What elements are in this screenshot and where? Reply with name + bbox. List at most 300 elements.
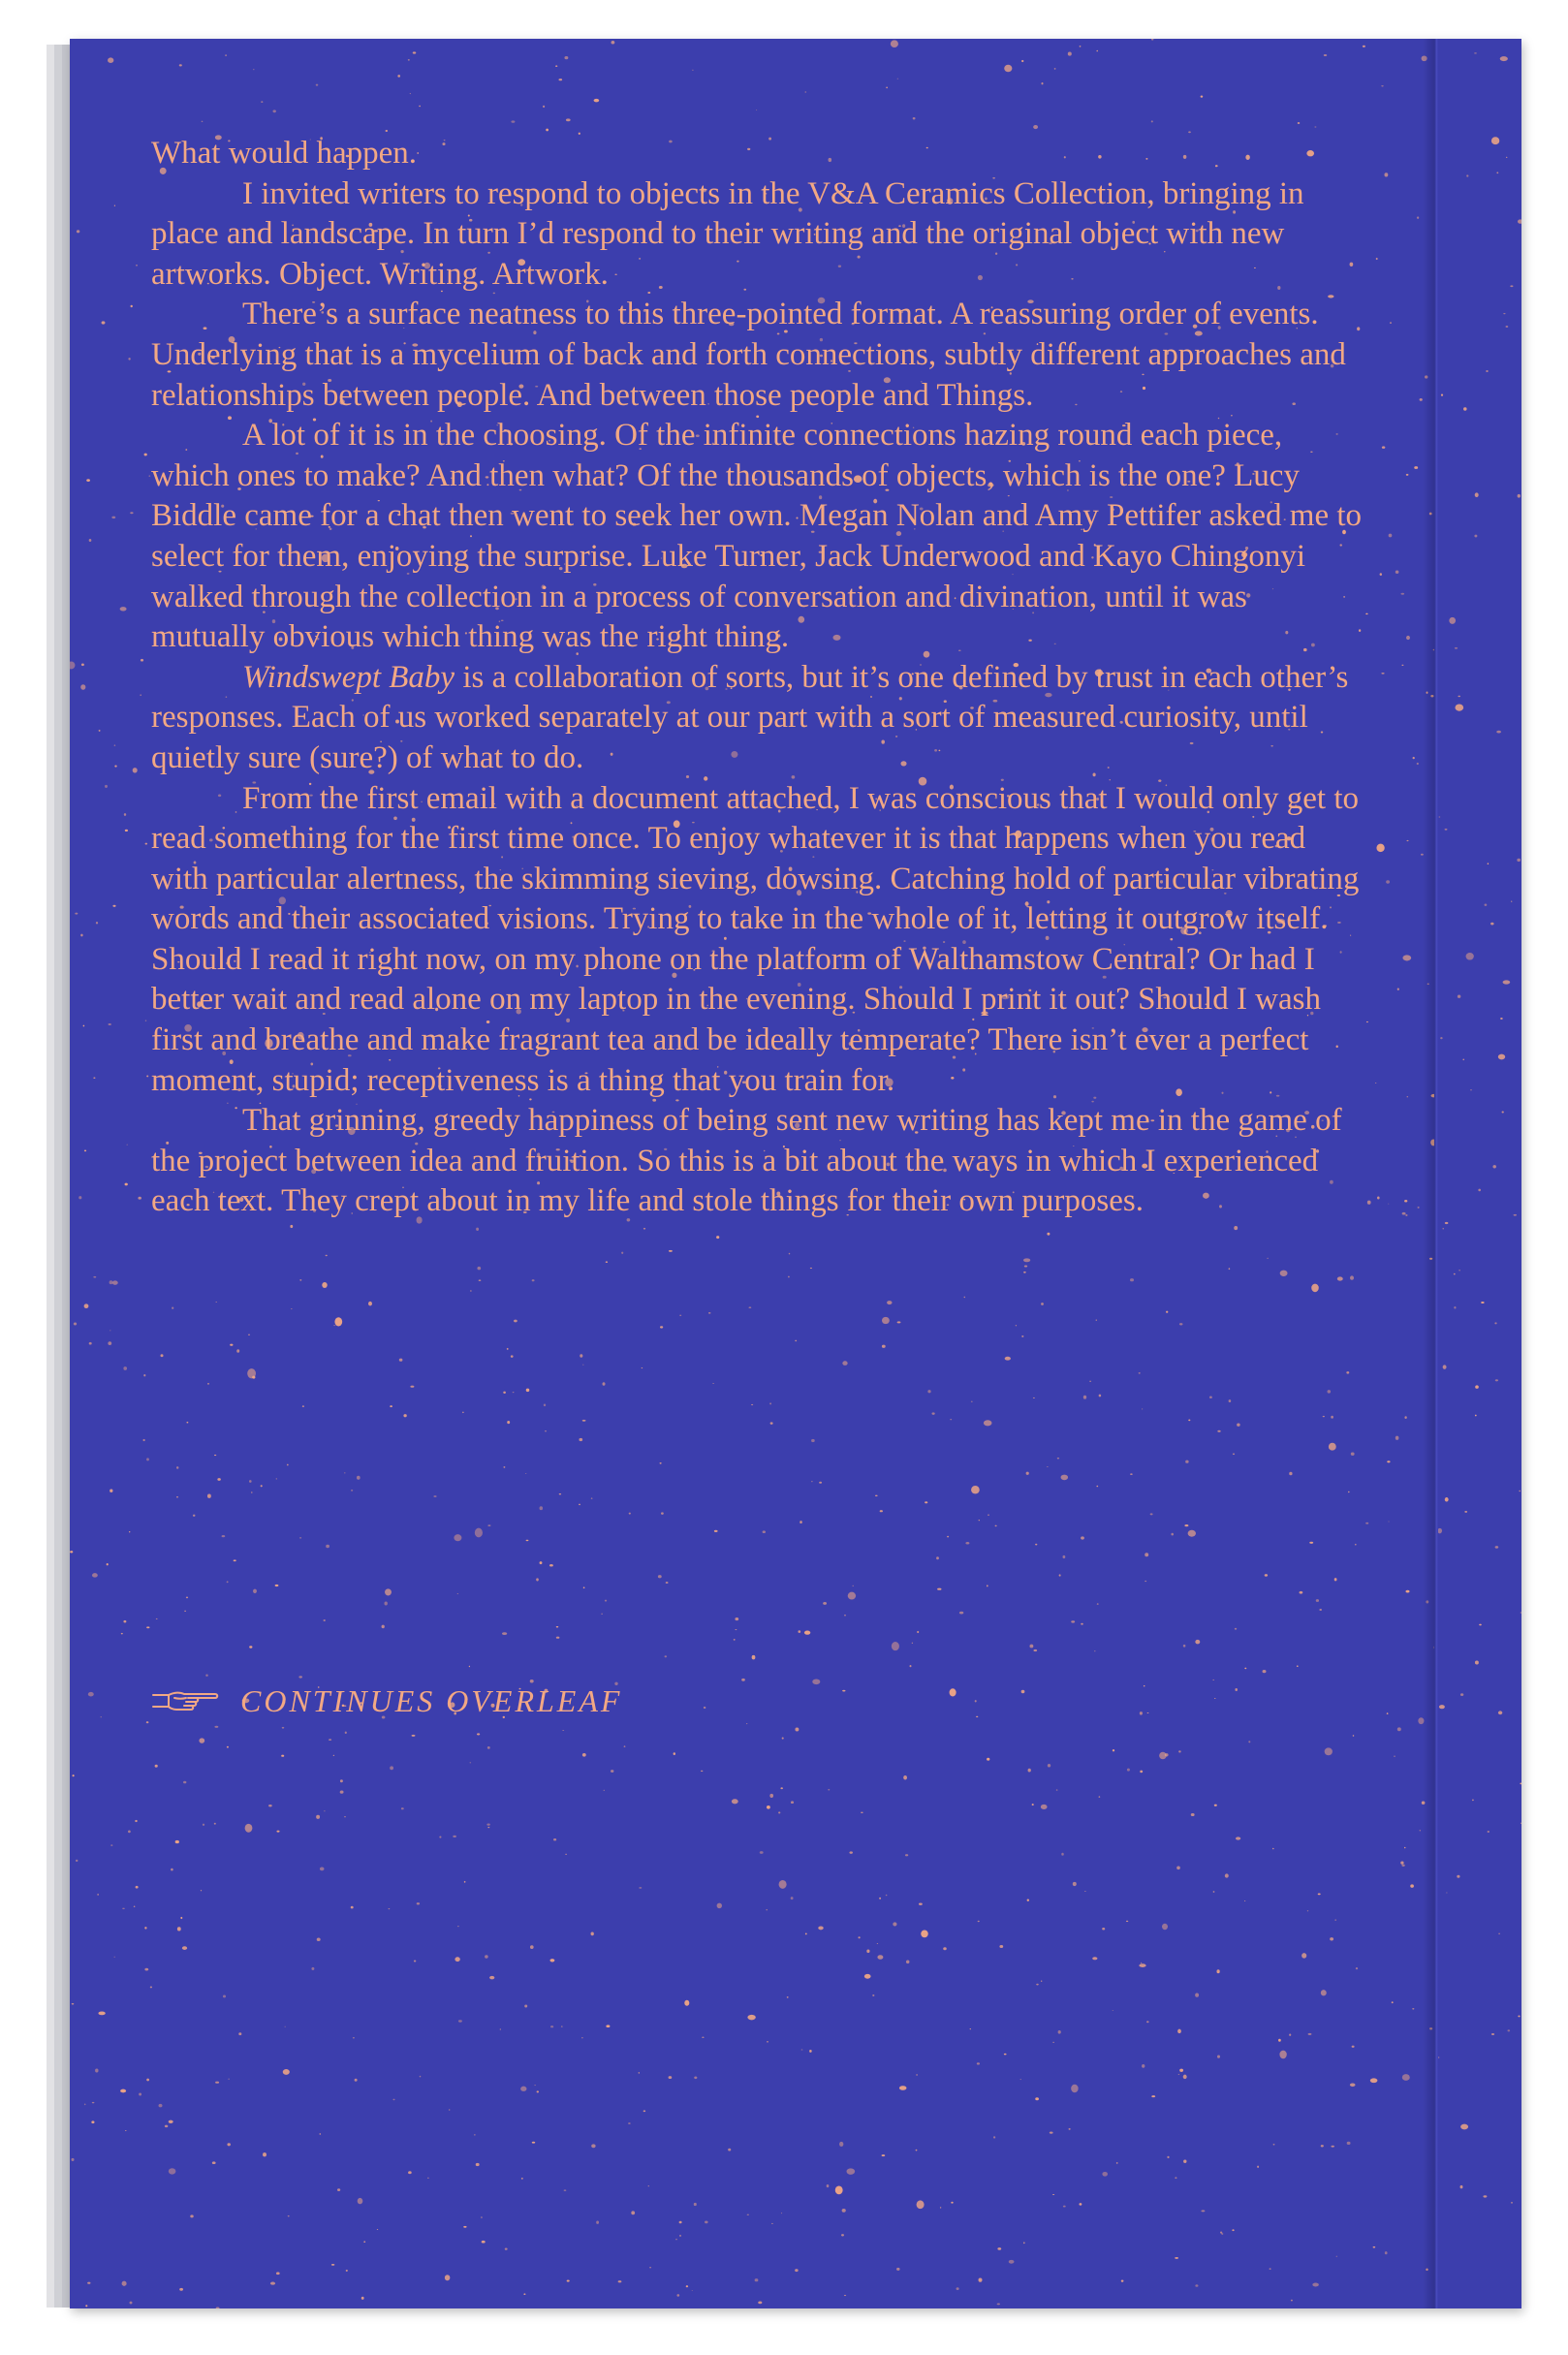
speckle — [1441, 393, 1443, 395]
speckle — [102, 321, 106, 324]
speckle — [1159, 1752, 1167, 1759]
speckle — [882, 1317, 890, 1324]
speckle — [643, 2110, 646, 2112]
speckle — [1410, 1884, 1414, 1887]
speckle — [769, 1794, 773, 1798]
speckle — [1464, 1511, 1467, 1513]
speckle — [979, 2278, 983, 2282]
speckle — [1377, 1197, 1380, 1200]
speckle — [1475, 492, 1479, 497]
speckle — [1488, 1831, 1490, 1833]
speckle — [148, 476, 150, 477]
speckle — [1016, 1325, 1017, 1326]
speckle — [1404, 1200, 1407, 1203]
speckle — [316, 1815, 320, 1819]
speckle — [84, 1303, 89, 1308]
speckle — [1178, 2074, 1180, 2075]
speckle — [1404, 1416, 1406, 1419]
speckle — [390, 1766, 393, 1770]
speckle — [410, 93, 411, 94]
speckle — [1300, 1591, 1303, 1594]
speckle — [134, 1906, 135, 1907]
speckle — [107, 1563, 109, 1565]
speckle — [129, 1531, 130, 1532]
speckle — [1220, 2232, 1222, 2234]
speckle — [801, 2049, 803, 2050]
speckle — [268, 1805, 272, 1806]
speckle — [1376, 844, 1384, 852]
speckle — [449, 2109, 450, 2111]
speckle — [812, 1679, 820, 1684]
speckle — [1236, 1837, 1240, 1839]
speckle — [912, 1643, 913, 1644]
speckle — [228, 2079, 229, 2080]
speckle — [1113, 1749, 1114, 1751]
speckle — [140, 694, 141, 695]
speckle — [180, 1917, 182, 1919]
speckle — [1514, 1214, 1517, 1216]
speckle — [947, 1536, 949, 1538]
speckle — [950, 1688, 956, 1696]
speckle — [86, 479, 90, 482]
speckle — [1021, 60, 1023, 62]
speckle — [186, 1596, 188, 1598]
speckle — [1346, 1371, 1349, 1373]
speckle — [1151, 39, 1153, 41]
speckle — [227, 2143, 231, 2146]
speckle — [223, 1994, 226, 1997]
speckle — [1420, 1830, 1422, 1831]
speckle — [1179, 2069, 1183, 2072]
speckle — [463, 2226, 466, 2228]
speckle — [1355, 1544, 1357, 1546]
speckle — [582, 1753, 586, 1757]
speckle — [823, 1602, 827, 1605]
speckle — [1130, 1278, 1134, 1281]
speckle — [1381, 673, 1384, 675]
speckle — [344, 1816, 346, 1817]
speckle — [1041, 1805, 1048, 1809]
speckle — [485, 1955, 488, 1958]
speckle — [482, 2241, 486, 2244]
paragraph: That grinning, greedy happiness of being sent new writing has kept me in the game of the project between idea and fruition. So this is a bit about the ways in which I experienced each text. They crept about in my life and stole things for their own purposes. — [151, 1103, 1342, 1219]
speckle — [1033, 125, 1038, 129]
speckle — [1145, 1581, 1146, 1582]
speckle — [417, 1902, 420, 1904]
speckle — [215, 1302, 217, 1303]
speckle — [1474, 52, 1477, 54]
speckle — [186, 1422, 188, 1424]
speckle — [1188, 131, 1191, 133]
speckle — [1221, 2233, 1223, 2234]
speckle — [1166, 1311, 1168, 1313]
speckle — [276, 2272, 280, 2275]
speckle — [1402, 2074, 1410, 2081]
speckle — [582, 1420, 586, 1422]
speckle — [1032, 1804, 1034, 1806]
speckle — [1289, 1472, 1292, 1476]
speckle — [1191, 1813, 1195, 1816]
speckle — [276, 1831, 279, 1833]
speckle — [227, 1746, 229, 1748]
speckle — [1475, 1385, 1479, 1389]
speckle — [1485, 903, 1488, 905]
speckle — [1439, 1705, 1445, 1709]
speckle — [748, 1306, 751, 1308]
speckle — [202, 121, 204, 122]
speckle — [660, 1462, 662, 1463]
speckle — [556, 1637, 560, 1639]
speckle — [1384, 173, 1388, 176]
speckle — [984, 1420, 992, 1426]
speckle — [1273, 2144, 1275, 2146]
speckle — [136, 1886, 139, 1889]
speckle — [1116, 2162, 1118, 2164]
speckle — [842, 2209, 846, 2213]
speckle — [591, 2144, 595, 2148]
speckle — [207, 1383, 209, 1384]
speckle — [1041, 1980, 1042, 1981]
speckle — [755, 2278, 759, 2281]
speckle — [201, 1890, 202, 1891]
spine-fold-shadow — [1423, 39, 1434, 2308]
speckle — [791, 1801, 794, 1804]
speckle — [848, 1592, 856, 1600]
speckle — [1319, 1609, 1322, 1611]
speckle — [1279, 2051, 1286, 2059]
speckle — [1503, 313, 1505, 314]
speckle — [214, 1455, 216, 1456]
speckle — [169, 2120, 173, 2123]
speckle — [382, 1625, 385, 1629]
speckle — [177, 1927, 181, 1931]
speckle — [1389, 534, 1393, 538]
speckle — [87, 2282, 90, 2284]
speckle — [1099, 1796, 1101, 1797]
speckle — [474, 2134, 475, 2135]
speckle — [72, 2003, 75, 2004]
speckle — [798, 1630, 800, 1633]
speckle — [110, 1489, 112, 1492]
speckle — [735, 1629, 737, 1630]
speckle — [70, 661, 75, 669]
speckle — [1396, 1436, 1399, 1440]
speckle — [1406, 1590, 1410, 1593]
speckle — [543, 106, 545, 108]
speckle — [230, 1344, 233, 1346]
speckle — [559, 1493, 561, 1494]
paragraph: A lot of it is in the choosing. Of the infinite connections hazing round each piece, which ones to make? And then what? Of the thousands of objects, which is the one? Lucy Biddle came for a chat then went to seek her own. Megan Nolan and Amy Pettifer asked me to select for them, enjoying the surprise. Luke Turner, Jack Underwood and Kayo Chingonyi walked through the collection in a process of conversation and divination, until it was mutually obvious which thing was the right thing. — [151, 418, 1363, 655]
speckle — [410, 1386, 414, 1388]
speckle — [184, 1611, 186, 1612]
speckle — [1235, 1628, 1237, 1630]
speckle — [1146, 2021, 1149, 2023]
speckle — [580, 1354, 582, 1357]
speckle — [1496, 172, 1498, 173]
speckle — [540, 1561, 543, 1564]
speckle — [1225, 1873, 1229, 1877]
speckle — [544, 1403, 546, 1406]
speckle — [1061, 1475, 1069, 1481]
speckle — [125, 2130, 126, 2131]
speckle — [183, 1781, 186, 1784]
speckle — [1502, 1112, 1504, 1114]
speckle — [290, 1225, 293, 1228]
speckle — [1445, 1222, 1449, 1224]
speckle — [141, 659, 143, 662]
speckle — [1083, 1396, 1086, 1399]
speckle — [126, 1145, 128, 1146]
speckle — [130, 512, 133, 514]
speckle — [987, 1585, 988, 1586]
speckle — [995, 1525, 997, 1527]
speckle — [1234, 1226, 1238, 1230]
speckle — [513, 1392, 515, 1393]
speckle — [111, 517, 115, 518]
speckle — [487, 1827, 489, 1828]
speckle — [1336, 2256, 1338, 2257]
speckle — [1029, 1645, 1033, 1648]
speckle — [842, 1690, 845, 1692]
speckle — [1458, 696, 1460, 698]
speckle — [477, 1267, 481, 1271]
speckle — [770, 1422, 773, 1424]
speckle — [351, 1490, 353, 1491]
speckle — [144, 454, 147, 456]
speckle — [386, 130, 388, 132]
speckle — [146, 1721, 149, 1723]
speckle — [503, 1392, 506, 1394]
speckle — [1233, 1454, 1235, 1456]
speckle — [965, 1542, 969, 1545]
speckle — [453, 1836, 456, 1837]
speckle — [549, 1564, 553, 1567]
speckle — [1058, 2030, 1061, 2034]
speckle — [882, 1345, 886, 1348]
speckle — [1235, 1688, 1238, 1691]
speckle — [114, 766, 116, 768]
speckle — [849, 1851, 852, 1853]
speckle — [401, 1807, 404, 1809]
speckle — [532, 2142, 535, 2144]
speckle — [505, 2247, 508, 2249]
speckle — [1063, 2206, 1066, 2208]
speckle — [779, 1880, 787, 1889]
speckle — [1027, 1899, 1029, 1900]
speckle — [1096, 50, 1097, 52]
speckle — [882, 2154, 886, 2156]
speckle — [896, 2268, 900, 2271]
speckle — [1414, 466, 1418, 469]
speckle — [1004, 65, 1012, 72]
speckle — [553, 1838, 556, 1840]
speckle — [1506, 157, 1507, 158]
speckle — [970, 2028, 971, 2029]
speckle — [734, 1639, 736, 1641]
speckle — [1071, 1620, 1075, 1622]
speckle — [917, 1631, 919, 1633]
speckle — [1382, 446, 1386, 449]
speckle — [368, 1302, 372, 1306]
speckle — [165, 2125, 168, 2128]
speckle — [1365, 613, 1367, 615]
speckle — [169, 2168, 176, 2174]
speckle — [705, 2221, 708, 2224]
spine-fold — [1434, 39, 1438, 2308]
speckle — [1102, 2172, 1108, 2177]
speckle — [298, 1676, 302, 1678]
speckle — [752, 1655, 756, 1659]
speckle — [1373, 2246, 1376, 2248]
speckle — [1443, 1228, 1444, 1229]
speckle — [686, 2285, 688, 2287]
speckle — [612, 41, 615, 45]
speckle — [128, 358, 130, 360]
speckle — [1004, 2054, 1007, 2056]
speckle — [1069, 2128, 1071, 2130]
speckle — [1406, 636, 1410, 640]
paper-edge — [62, 45, 70, 2308]
speckle — [694, 2203, 697, 2206]
speckle — [247, 1368, 256, 1378]
speckle — [679, 2235, 681, 2237]
speckle — [1311, 1284, 1319, 1293]
speckle — [978, 1921, 980, 1922]
speckle — [1387, 1460, 1390, 1462]
speckle — [1021, 1335, 1023, 1337]
speckle — [1057, 1458, 1059, 1460]
speckle — [864, 1974, 871, 1979]
speckle — [182, 1946, 187, 1950]
speckle — [899, 2086, 907, 2090]
speckle — [1492, 1165, 1496, 1168]
speckle — [771, 2223, 773, 2224]
speckle — [875, 1495, 878, 1496]
speckle — [567, 2279, 570, 2281]
speckle — [514, 1320, 517, 1323]
speckle — [1068, 52, 1072, 56]
speckle — [858, 1936, 860, 1938]
speckle — [550, 2025, 553, 2027]
speckle — [1035, 2097, 1039, 2100]
speckle — [1458, 1270, 1459, 1271]
speckle — [1405, 1214, 1407, 1215]
speckle — [276, 1478, 277, 1479]
speckle — [1102, 1928, 1105, 1931]
speckle — [1466, 174, 1468, 176]
speckle — [322, 1282, 327, 1288]
speckle — [1350, 2084, 1356, 2088]
speckle — [1376, 258, 1378, 260]
paper-edge — [47, 45, 54, 2308]
speckle — [139, 2093, 141, 2096]
speckle — [1396, 570, 1399, 573]
speckle — [1510, 285, 1513, 287]
speckle — [1490, 923, 1493, 926]
speckle — [1140, 1771, 1143, 1774]
paragraph: What would happen. — [151, 136, 418, 171]
speckle — [143, 1374, 145, 1376]
speckle — [457, 1926, 458, 1927]
speckle — [291, 1308, 293, 1309]
speckle — [1518, 219, 1521, 223]
speckle — [476, 2163, 480, 2166]
speckle — [1151, 2095, 1155, 2097]
speckle — [536, 1578, 539, 1581]
speckle — [839, 2142, 843, 2147]
speckle — [809, 2050, 812, 2053]
paragraph: There’s a surface neatness to this three-pointed format. A reassuring order of events. Underlying that is a mycelium of back and forth connections, subtly different approaches and relationships between people. And between those people and Things. — [151, 297, 1346, 413]
speckle — [316, 84, 319, 86]
speckle — [355, 2079, 358, 2082]
speckle — [507, 1421, 510, 1424]
speckle — [462, 1412, 463, 1413]
speckle — [1334, 1920, 1336, 1921]
speckle — [326, 1545, 329, 1548]
speckle — [1381, 85, 1384, 86]
speckle — [1081, 1623, 1082, 1625]
speckle — [891, 40, 898, 47]
speckle — [71, 2158, 74, 2161]
speckle — [1141, 1962, 1142, 1963]
speckle — [1020, 2079, 1021, 2080]
speckle — [1449, 617, 1456, 624]
speckle — [545, 1430, 547, 1431]
speckle — [905, 1854, 908, 1856]
speckle — [540, 1506, 544, 1510]
speckle — [1052, 2042, 1053, 2043]
speckle — [214, 1823, 216, 1825]
speckle — [1021, 1690, 1025, 1693]
speckle — [728, 2149, 731, 2151]
speckle — [1400, 1861, 1403, 1864]
speckle — [175, 1840, 179, 1843]
speckle — [361, 2297, 364, 2300]
speckle — [903, 1775, 907, 1779]
speckle — [964, 1297, 965, 1298]
speckle — [88, 1692, 94, 1697]
speckle — [886, 1895, 888, 1897]
speckle — [976, 1716, 978, 1717]
speckle — [937, 1588, 941, 1590]
speckle — [1507, 2029, 1510, 2031]
speckle — [1321, 1990, 1327, 1995]
speckle — [917, 2200, 925, 2209]
speckle — [704, 1707, 706, 1709]
speckle — [358, 2198, 363, 2204]
speckle — [110, 1844, 112, 1846]
speckle — [1175, 2257, 1178, 2259]
speckle — [1495, 1379, 1498, 1381]
speckle — [956, 2287, 959, 2290]
speckle — [1209, 1397, 1212, 1399]
speckle — [1460, 1693, 1463, 1696]
speckle — [916, 2150, 918, 2151]
speckle — [284, 2026, 285, 2027]
speckle — [1307, 1910, 1308, 1911]
speckle — [346, 2270, 348, 2272]
speckle — [1325, 1747, 1333, 1755]
speckle — [144, 1968, 148, 1971]
speckle — [1142, 1408, 1143, 1409]
speckle — [716, 1236, 719, 1239]
speckle — [110, 1280, 113, 1284]
speckle — [1301, 1953, 1306, 1958]
speckle — [604, 1790, 605, 1791]
speckle — [1406, 474, 1409, 476]
speckle — [81, 663, 84, 666]
speckle — [476, 1228, 479, 1231]
